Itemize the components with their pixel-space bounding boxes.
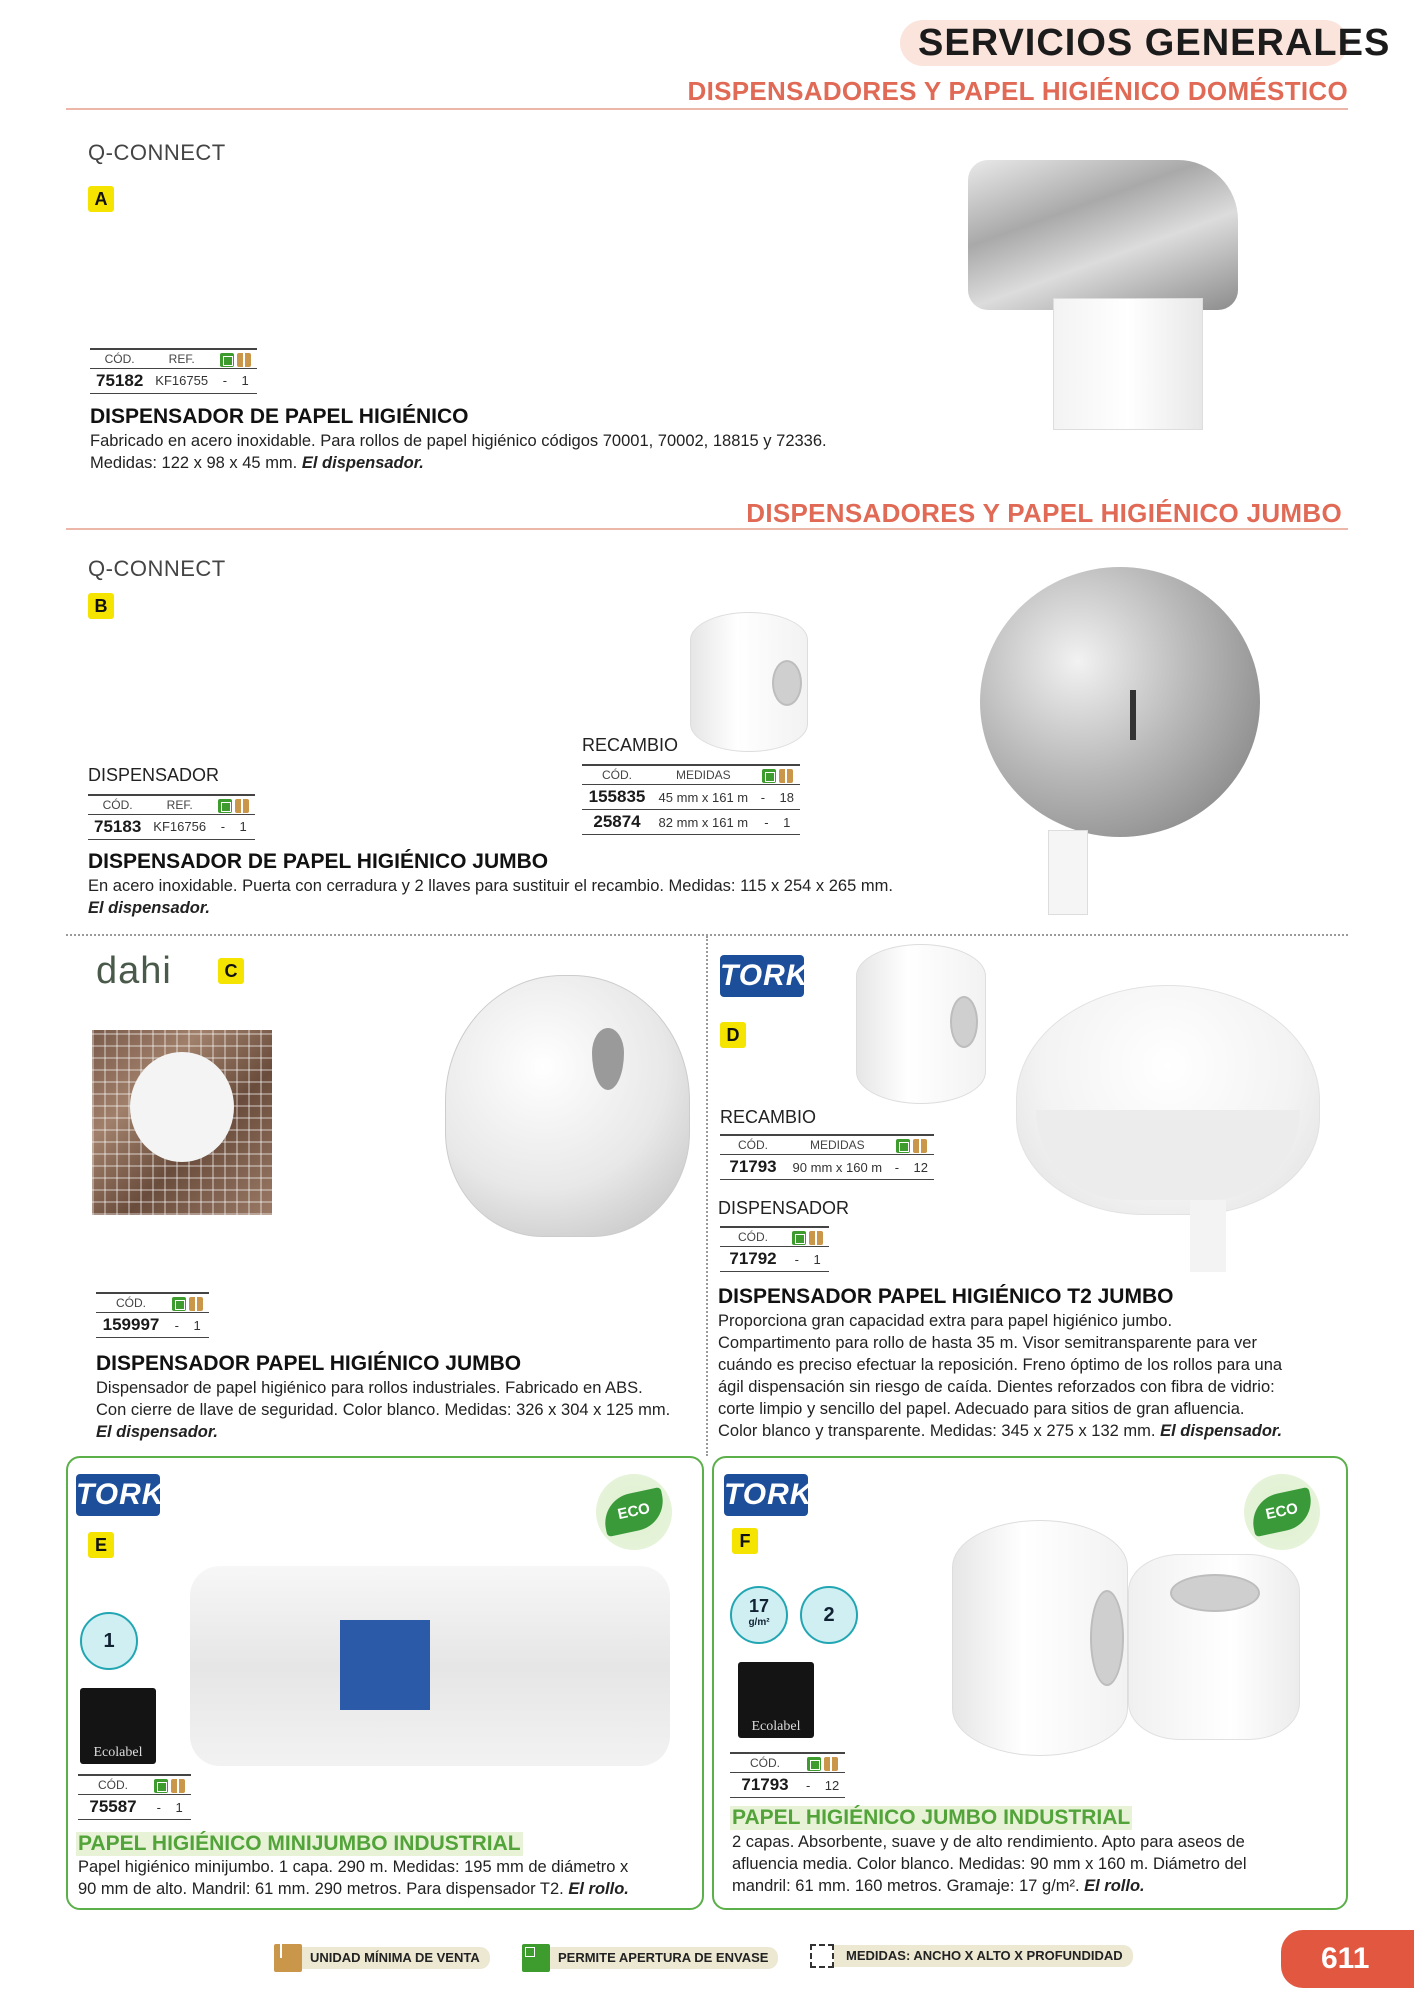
legend-label: UNIDAD MÍNIMA DE VENTA [276,1947,490,1969]
ecolabel-icon: Ecolabel [738,1662,814,1738]
code-table-b [88,794,255,840]
legend-measures [810,1944,1133,1968]
box-icon [779,769,793,783]
product-title-b: DISPENSADOR DE PAPEL HIGIÉNICO JUMBO [88,850,549,873]
product-desc-d [718,1310,1348,1442]
header-cod: CÓD. [720,1227,786,1247]
desc-line: Color blanco y transparente. Medidas: 345 x 275 x 132 mm. [718,1422,1156,1440]
code-table-f [730,1752,845,1798]
product-image-minijumbo-pack [190,1566,670,1766]
product-desc-a [90,430,827,474]
min-unit-value: 1 [175,1799,183,1815]
legend-label: MEDIDAS: ANCHO X ALTO X PROFUNDIDAD [812,1945,1133,1967]
weight-badge-icon [730,1586,788,1644]
installed-dispenser-c [130,1052,234,1162]
open-box-icon [896,1139,910,1153]
dispenser-lock [1130,690,1136,740]
header-cod: CÓD. [90,349,149,368]
dispensador-label: DISPENSADOR [88,765,220,785]
product-image-dispenser-b [980,567,1260,837]
header-cod: CÓD. [582,765,652,785]
open-box-icon [220,353,234,367]
open-box-icon [792,1231,806,1245]
roll-core [1170,1574,1260,1612]
product-image-dispenser-a [968,160,1238,310]
code-table-e [78,1774,191,1820]
header-medidas: MEDIDAS [786,1135,889,1155]
unit-note: El dispensador. [96,1423,218,1441]
product-letter-e: E [88,1532,114,1558]
dispensador-label: DISPENSADOR [718,1198,850,1218]
box-icon [824,1757,838,1771]
unit-note: El dispensador. [301,454,424,472]
desc-line: En acero inoxidable. Puerta con cerradura y 2 llaves para sustituir el recambio. Medidas: 115 x 254 x 265 mm. [88,877,893,895]
header-cod: CÓD. [88,795,147,814]
eco-badge [1244,1474,1320,1550]
layers-badge-icon: 2 [800,1586,858,1644]
brand-logo-tork: TORK [724,1474,808,1516]
product-desc-f [732,1831,1247,1897]
open-box-icon [172,1297,186,1311]
dispenser-paper-d [1190,1200,1226,1272]
refill-measures: 90 mm x 160 m [786,1155,889,1180]
section-title-domestic: DISPENSADORES Y PAPEL HIGIÉNICO DOMÉSTICO [687,76,1348,106]
refill-table-b [582,764,800,835]
open-pack-value: - [764,814,769,830]
eco-leaf-icon: ECO [600,1487,669,1537]
brand-logo-q-connect: Q-CONNECT [88,140,226,165]
product-desc-e [78,1856,629,1900]
desc-line: Medidas: 122 x 98 x 45 mm. [90,454,298,472]
desc-line: corte limpio y sencillo del papel. Adecuado para sitios de gran afluencia. [718,1400,1245,1418]
desc-line: 90 mm de alto. Mandril: 61 mm. 290 metros. Para dispensador T2. [78,1880,564,1898]
brand-logo-dahi: dahi [96,950,172,992]
header-cod: CÓD. [96,1293,166,1313]
refill-table-d [720,1134,934,1180]
min-unit-value: 1 [239,819,247,835]
product-image-paper-b [1048,830,1088,915]
dimension-icon [810,1944,834,1968]
open-pack-value: - [220,819,226,835]
brand-logo-q-connect: Q-CONNECT [88,556,226,581]
min-unit-value: 1 [193,1317,201,1333]
eco-badge [596,1474,672,1550]
recambio-label: RECAMBIO [582,735,679,755]
header-cod: CÓD. [78,1775,148,1795]
unit-note: El rollo. [1084,1877,1145,1895]
roll-core [950,996,978,1048]
desc-line: Papel higiénico minijumbo. 1 capa. 290 m. Medidas: 195 mm de diámetro x [78,1858,629,1876]
product-letter-a: A [88,186,114,212]
section-divider [66,528,1348,530]
product-code: 71793 [730,1773,800,1798]
legend-min-unit [274,1944,490,1972]
min-unit-value: 1 [783,814,791,830]
min-unit-value: 1 [813,1251,821,1267]
code-table-d [720,1226,829,1272]
header-medidas: MEDIDAS [652,765,755,785]
min-unit-value: 1 [241,373,249,389]
desc-line: Proporciona gran capacidad extra para papel higiénico jumbo. [718,1312,1173,1330]
open-pack-value: - [156,1799,161,1815]
product-code: 71792 [720,1247,786,1272]
box-icon [809,1231,823,1245]
product-letter-f: F [732,1528,758,1554]
box-icon [171,1779,185,1793]
desc-line: Dispensador de papel higiénico para rollos industriales. Fabricado en ABS. [96,1379,643,1397]
unit-note: El rollo. [568,1880,629,1898]
product-image-dispenser-c [445,975,690,1237]
desc-line: mandril: 61 mm. 160 metros. Gramaje: 17 g/m². [732,1877,1080,1895]
unit-note: El dispensador. [1160,1422,1283,1440]
box-icon [189,1297,203,1311]
ecolabel-icon: Ecolabel [80,1688,156,1764]
product-title-f: PAPEL HIGIÉNICO JUMBO INDUSTRIAL [732,1806,1131,1829]
section-title-jumbo: DISPENSADORES Y PAPEL HIGIÉNICO JUMBO [746,498,1342,528]
section-divider [66,108,1348,110]
product-code: 75587 [78,1795,148,1820]
product-title-c: DISPENSADOR PAPEL HIGIÉNICO JUMBO [96,1352,522,1375]
desc-line: Fabricado en acero inoxidable. Para rollos de papel higiénico códigos 70001, 70002, 18815 y 72336. [90,432,827,450]
product-code: 75182 [90,368,149,393]
product-letter-c: C [218,958,244,984]
box-icon [237,353,251,367]
product-code: 75183 [88,814,147,839]
product-desc-b [88,875,893,919]
product-title-a: DISPENSADOR DE PAPEL HIGIÉNICO [90,405,469,428]
roll-core [1090,1590,1124,1686]
open-pack-value: - [794,1251,799,1267]
layers-badge-icon: 1 [80,1612,138,1670]
open-box-icon [218,799,232,813]
min-unit-value: 12 [913,1159,928,1175]
code-table-a [90,348,257,394]
desc-line: Con cierre de llave de seguridad. Color blanco. Medidas: 326 x 304 x 125 mm. [96,1401,671,1419]
weight-unit: g/m² [748,1617,770,1628]
refill-measures: 82 mm x 161 m [652,810,755,835]
desc-line: ágil dispensación sin riesgo de caída. Dientes reforzados con fibra de vidrio: [718,1378,1275,1396]
weight-value: 17 [748,1596,770,1616]
open-box-icon [807,1757,821,1771]
desc-line: Compartimento para rollo de hasta 35 m. Visor semitransparente para ver [718,1334,1257,1352]
open-pack-value: - [806,1777,811,1793]
product-code: 159997 [96,1313,166,1338]
page-title: SERVICIOS GENERALES [918,22,1391,64]
legend-label: PERMITE APERTURA DE ENVASE [524,1947,778,1969]
recambio-label: RECAMBIO [720,1107,817,1127]
desc-line: cuándo es preciso efectuar la reposición. Freno óptimo de los rollos para una [718,1356,1283,1374]
unit-note: El dispensador. [88,899,210,917]
refill-code: 25874 [582,810,652,835]
header-cod: CÓD. [720,1135,786,1155]
open-pack-value: - [760,789,766,805]
product-ref: KF16756 [147,814,212,839]
brand-logo-tork: TORK [720,955,804,997]
page-number: 611 [1281,1930,1414,1988]
min-unit-value: 18 [779,789,794,805]
open-pack-value: - [894,1159,900,1175]
box-icon [235,799,249,813]
dotted-column-divider [706,936,708,1456]
box-icon [274,1944,302,1972]
refill-code: 71793 [720,1155,786,1180]
open-box-icon [522,1944,550,1972]
pack-label [340,1620,430,1710]
open-pack-value: - [174,1317,179,1333]
code-table-c [96,1292,209,1338]
refill-code: 155835 [582,785,652,810]
open-pack-value: - [222,373,228,389]
refill-measures: 45 mm x 161 m [652,785,755,810]
header-cod: CÓD. [730,1753,800,1773]
product-title-e: PAPEL HIGIÉNICO MINIJUMBO INDUSTRIAL [78,1832,521,1855]
header-ref: REF. [149,349,214,368]
product-desc-c [96,1377,670,1443]
product-ref: KF16755 [149,368,214,393]
product-title-d: DISPENSADOR PAPEL HIGIÉNICO T2 JUMBO [718,1285,1174,1308]
product-letter-d: D [720,1022,746,1048]
eco-leaf-icon: ECO [1248,1487,1317,1537]
min-unit-value: 12 [824,1777,840,1793]
header-ref: REF. [147,795,212,814]
desc-line: afluencia media. Color blanco. Medidas: 90 mm x 160 m. Diámetro del [732,1855,1247,1873]
brand-logo-tork: TORK [76,1474,160,1516]
product-letter-b: B [88,593,114,619]
open-box-icon [762,769,776,783]
roll-core [772,660,802,706]
box-icon [913,1139,927,1153]
desc-line: 2 capas. Absorbente, suave y de alto rendimiento. Apto para aseos de [732,1833,1245,1851]
legend-open-pack [522,1944,778,1972]
product-image-paper-a [1053,298,1203,430]
open-box-icon [154,1779,168,1793]
